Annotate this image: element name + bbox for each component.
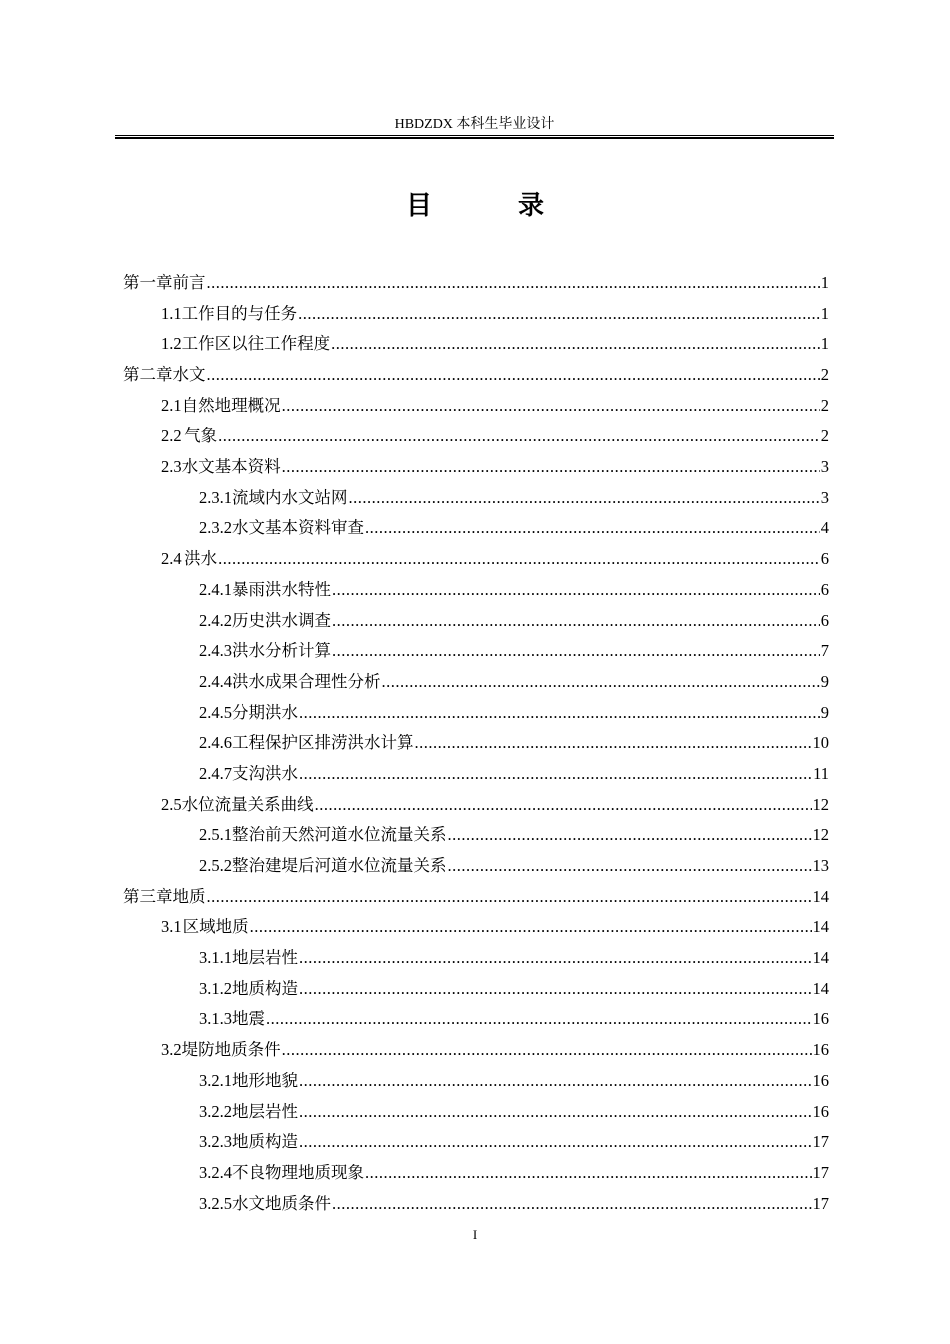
toc-dot-leader xyxy=(299,1127,812,1158)
toc-entry-label: 气象 xyxy=(184,426,218,446)
toc-entry-number: 3.1 xyxy=(161,917,182,937)
toc-entry-page: 11 xyxy=(813,763,829,783)
toc-entry[interactable] xyxy=(123,820,829,851)
toc-dot-leader xyxy=(448,851,812,882)
toc-entry[interactable] xyxy=(123,851,829,882)
toc-entry-page: 6 xyxy=(820,579,829,599)
toc-entry[interactable] xyxy=(123,912,829,943)
toc-entry[interactable] xyxy=(123,1035,829,1066)
toc-dot-leader xyxy=(282,391,820,422)
toc-entry-number: 2.4 xyxy=(161,549,182,569)
toc-entry-number: 3.2.3 xyxy=(199,1132,232,1152)
toc-entry[interactable] xyxy=(123,606,829,637)
toc-entry[interactable] xyxy=(123,1005,829,1036)
toc-entry[interactable] xyxy=(123,943,829,974)
toc-entry-page: 16 xyxy=(812,1101,829,1121)
toc-entry-label: 支沟洪水 xyxy=(232,763,298,783)
toc-entry-page: 7 xyxy=(820,641,829,661)
toc-entry-number: 2.4.1 xyxy=(199,579,232,599)
toc-entry-page: 12 xyxy=(812,794,829,814)
toc-entry-label: 前言 xyxy=(172,272,206,292)
toc-entry-page: 2 xyxy=(820,395,829,415)
toc-entry-number: 3.1.3 xyxy=(199,1009,232,1029)
toc-entry-number: 2.3.1 xyxy=(199,487,232,507)
toc-entry-label: 洪水成果合理性分析 xyxy=(232,671,381,691)
toc-entry-label: 历史洪水调查 xyxy=(232,610,331,630)
toc-entry-page: 12 xyxy=(812,825,829,845)
toc-entry[interactable] xyxy=(123,698,829,729)
toc-entry-page: 14 xyxy=(812,917,829,937)
toc-entry-page: 3 xyxy=(820,487,829,507)
toc-entry-page: 14 xyxy=(812,948,829,968)
toc-entry[interactable] xyxy=(123,360,829,391)
toc-entry-number: 2.3.2 xyxy=(199,518,232,538)
toc-entry[interactable] xyxy=(123,790,829,821)
toc-title: 目 录 xyxy=(405,191,574,221)
toc-entry-number: 3.2.5 xyxy=(199,1193,232,1213)
toc-entry-page: 9 xyxy=(820,702,829,722)
toc-entry-number: 第一章 xyxy=(123,272,173,292)
toc-entry-number: 2.2 xyxy=(161,426,182,446)
toc-entry-label: 堤防地质条件 xyxy=(181,1040,281,1060)
toc-dot-leader xyxy=(207,360,820,391)
toc-entry-number: 3.2.1 xyxy=(199,1070,232,1090)
toc-entry-number: 2.4.6 xyxy=(199,733,232,753)
toc-entry[interactable] xyxy=(123,391,829,422)
toc-entry-number: 1.2 xyxy=(161,334,182,354)
toc-entry-label: 整治前天然河道水位流量关系 xyxy=(232,825,447,845)
toc-dot-leader xyxy=(331,329,820,360)
toc-entry-label: 地质构造 xyxy=(232,978,298,998)
toc-dot-leader xyxy=(448,820,812,851)
toc-dot-leader xyxy=(282,1035,812,1066)
toc-entry-number: 2.3 xyxy=(161,457,182,477)
toc-dot-leader xyxy=(299,943,812,974)
toc-dot-leader xyxy=(299,759,812,790)
toc-entry-number: 2.1 xyxy=(161,395,182,415)
toc-entry-page: 1 xyxy=(820,303,829,323)
toc-entry[interactable] xyxy=(123,728,829,759)
toc-entry-label: 洪水 xyxy=(184,549,218,569)
toc-entry-number: 3.2.4 xyxy=(199,1162,232,1182)
toc-entry[interactable] xyxy=(123,452,829,483)
toc-entry-number: 2.4.7 xyxy=(199,763,232,783)
toc-entry-label: 洪水分析计算 xyxy=(232,641,331,661)
toc-dot-leader xyxy=(415,728,812,759)
toc-dot-leader xyxy=(207,882,812,913)
toc-entry-label: 工作区以往工作程度 xyxy=(181,334,331,354)
toc-entry-page: 14 xyxy=(812,886,829,906)
toc-entry[interactable] xyxy=(123,329,829,360)
toc-entry-number: 2.4.4 xyxy=(199,671,232,691)
toc-entry[interactable] xyxy=(123,1158,829,1189)
toc-entry-label: 工程保护区排涝洪水计算 xyxy=(232,733,414,753)
toc-entry-number: 第二章 xyxy=(123,365,173,385)
toc-entry[interactable] xyxy=(123,636,829,667)
toc-entry[interactable] xyxy=(123,974,829,1005)
toc-entry-label: 水文 xyxy=(172,365,206,385)
toc-entry-label: 暴雨洪水特性 xyxy=(232,579,331,599)
toc-entry-number: 3.1.2 xyxy=(199,978,232,998)
toc-entry-label: 水文基本资料审查 xyxy=(232,518,364,538)
toc-dot-leader xyxy=(299,1097,812,1128)
toc-dot-leader xyxy=(332,636,820,667)
toc-entry-page: 2 xyxy=(820,365,829,385)
toc-entry-label: 地层岩性 xyxy=(232,1101,298,1121)
toc-entry-page: 2 xyxy=(820,426,829,446)
toc-entry-number: 2.5 xyxy=(161,794,182,814)
toc-entry[interactable] xyxy=(123,421,829,452)
toc-entry-number: 1.1 xyxy=(161,303,182,323)
toc-entry-label: 地层岩性 xyxy=(232,948,298,968)
toc-entry-page: 16 xyxy=(812,1009,829,1029)
toc-entry[interactable] xyxy=(123,667,829,698)
page-header: HBDZDX 本科生毕业设计 xyxy=(394,117,555,132)
toc-dot-leader xyxy=(299,1066,812,1097)
toc-entry[interactable] xyxy=(123,544,829,575)
toc-entry-page: 16 xyxy=(812,1040,829,1060)
toc-dot-leader xyxy=(298,299,820,330)
toc-entry-label: 工作目的与任务 xyxy=(181,303,298,323)
toc-entry-page: 1 xyxy=(820,272,829,292)
toc-dot-leader xyxy=(365,513,820,544)
header-rule xyxy=(115,135,834,139)
toc-entry-page: 6 xyxy=(820,610,829,630)
toc-entry[interactable] xyxy=(123,759,829,790)
toc-entry-label: 自然地理概况 xyxy=(181,395,281,415)
toc-entry-number: 2.4.5 xyxy=(199,702,232,722)
toc-entry-number: 2.4.2 xyxy=(199,610,232,630)
toc-entry-page: 9 xyxy=(820,671,829,691)
toc-dot-leader xyxy=(299,698,820,729)
toc-entry-page: 17 xyxy=(812,1193,829,1213)
toc-entry-number: 3.2 xyxy=(161,1040,182,1060)
toc-entry[interactable] xyxy=(123,575,829,606)
toc-dot-leader xyxy=(250,912,812,943)
toc-dot-leader xyxy=(299,974,812,1005)
toc-entry[interactable] xyxy=(123,483,829,514)
toc-entry-label: 水位流量关系曲线 xyxy=(181,794,314,814)
toc-dot-leader xyxy=(315,790,812,821)
toc-entry-label: 地形地貌 xyxy=(232,1070,298,1090)
toc-entry[interactable] xyxy=(123,1097,829,1128)
toc-entry-label: 地质 xyxy=(172,886,206,906)
toc-dot-leader xyxy=(218,421,820,452)
page-number: I xyxy=(472,1227,478,1242)
toc-entry[interactable] xyxy=(123,1189,829,1220)
toc-entry-label: 流域内水文站网 xyxy=(232,487,348,507)
toc-dot-leader xyxy=(332,575,820,606)
toc-entry-number: 2.4.3 xyxy=(199,641,232,661)
toc-entry-page: 6 xyxy=(820,549,829,569)
toc-dot-leader xyxy=(332,1189,812,1220)
toc-entry-number: 3.2.2 xyxy=(199,1101,232,1121)
toc-entry[interactable] xyxy=(123,268,829,299)
toc-dot-leader xyxy=(282,452,820,483)
toc-entry-number: 2.5.2 xyxy=(199,856,232,876)
toc-entry-page: 14 xyxy=(812,978,829,998)
toc-entry[interactable] xyxy=(123,514,829,545)
toc-entry-page: 13 xyxy=(812,856,829,876)
toc-entry-label: 整治建堤后河道水位流量关系 xyxy=(232,856,447,876)
toc-entry-label: 不良物理地质现象 xyxy=(232,1162,364,1182)
toc-entry-label: 地质构造 xyxy=(232,1132,298,1152)
toc-entry-page: 17 xyxy=(812,1162,829,1182)
toc-dot-leader xyxy=(365,1158,812,1189)
toc-entry-page: 3 xyxy=(820,457,829,477)
toc-entry[interactable] xyxy=(123,882,829,913)
toc-entry-number: 2.5.1 xyxy=(199,825,232,845)
toc-entry-page: 1 xyxy=(820,334,829,354)
toc-entry-label: 区域地质 xyxy=(182,917,249,937)
toc-entry[interactable] xyxy=(123,1127,829,1158)
table-of-contents xyxy=(123,268,829,1219)
toc-dot-leader xyxy=(207,268,820,299)
toc-entry[interactable] xyxy=(123,1066,829,1097)
toc-entry-page: 16 xyxy=(812,1070,829,1090)
toc-dot-leader xyxy=(332,606,820,637)
toc-entry-label: 地震 xyxy=(232,1009,265,1029)
toc-entry-label: 水文地质条件 xyxy=(232,1193,331,1213)
toc-entry-page: 10 xyxy=(812,733,829,753)
toc-dot-leader xyxy=(266,1004,812,1035)
toc-dot-leader xyxy=(218,544,820,575)
toc-dot-leader xyxy=(382,667,820,698)
toc-entry[interactable] xyxy=(123,299,829,330)
toc-entry-page: 17 xyxy=(812,1132,829,1152)
toc-dot-leader xyxy=(349,483,820,514)
toc-entry-label: 水文基本资料 xyxy=(181,457,281,477)
toc-entry-number: 3.1.1 xyxy=(199,948,232,968)
toc-entry-label: 分期洪水 xyxy=(232,702,298,722)
toc-entry-number: 第三章 xyxy=(123,886,173,906)
toc-entry-page: 4 xyxy=(820,518,829,538)
